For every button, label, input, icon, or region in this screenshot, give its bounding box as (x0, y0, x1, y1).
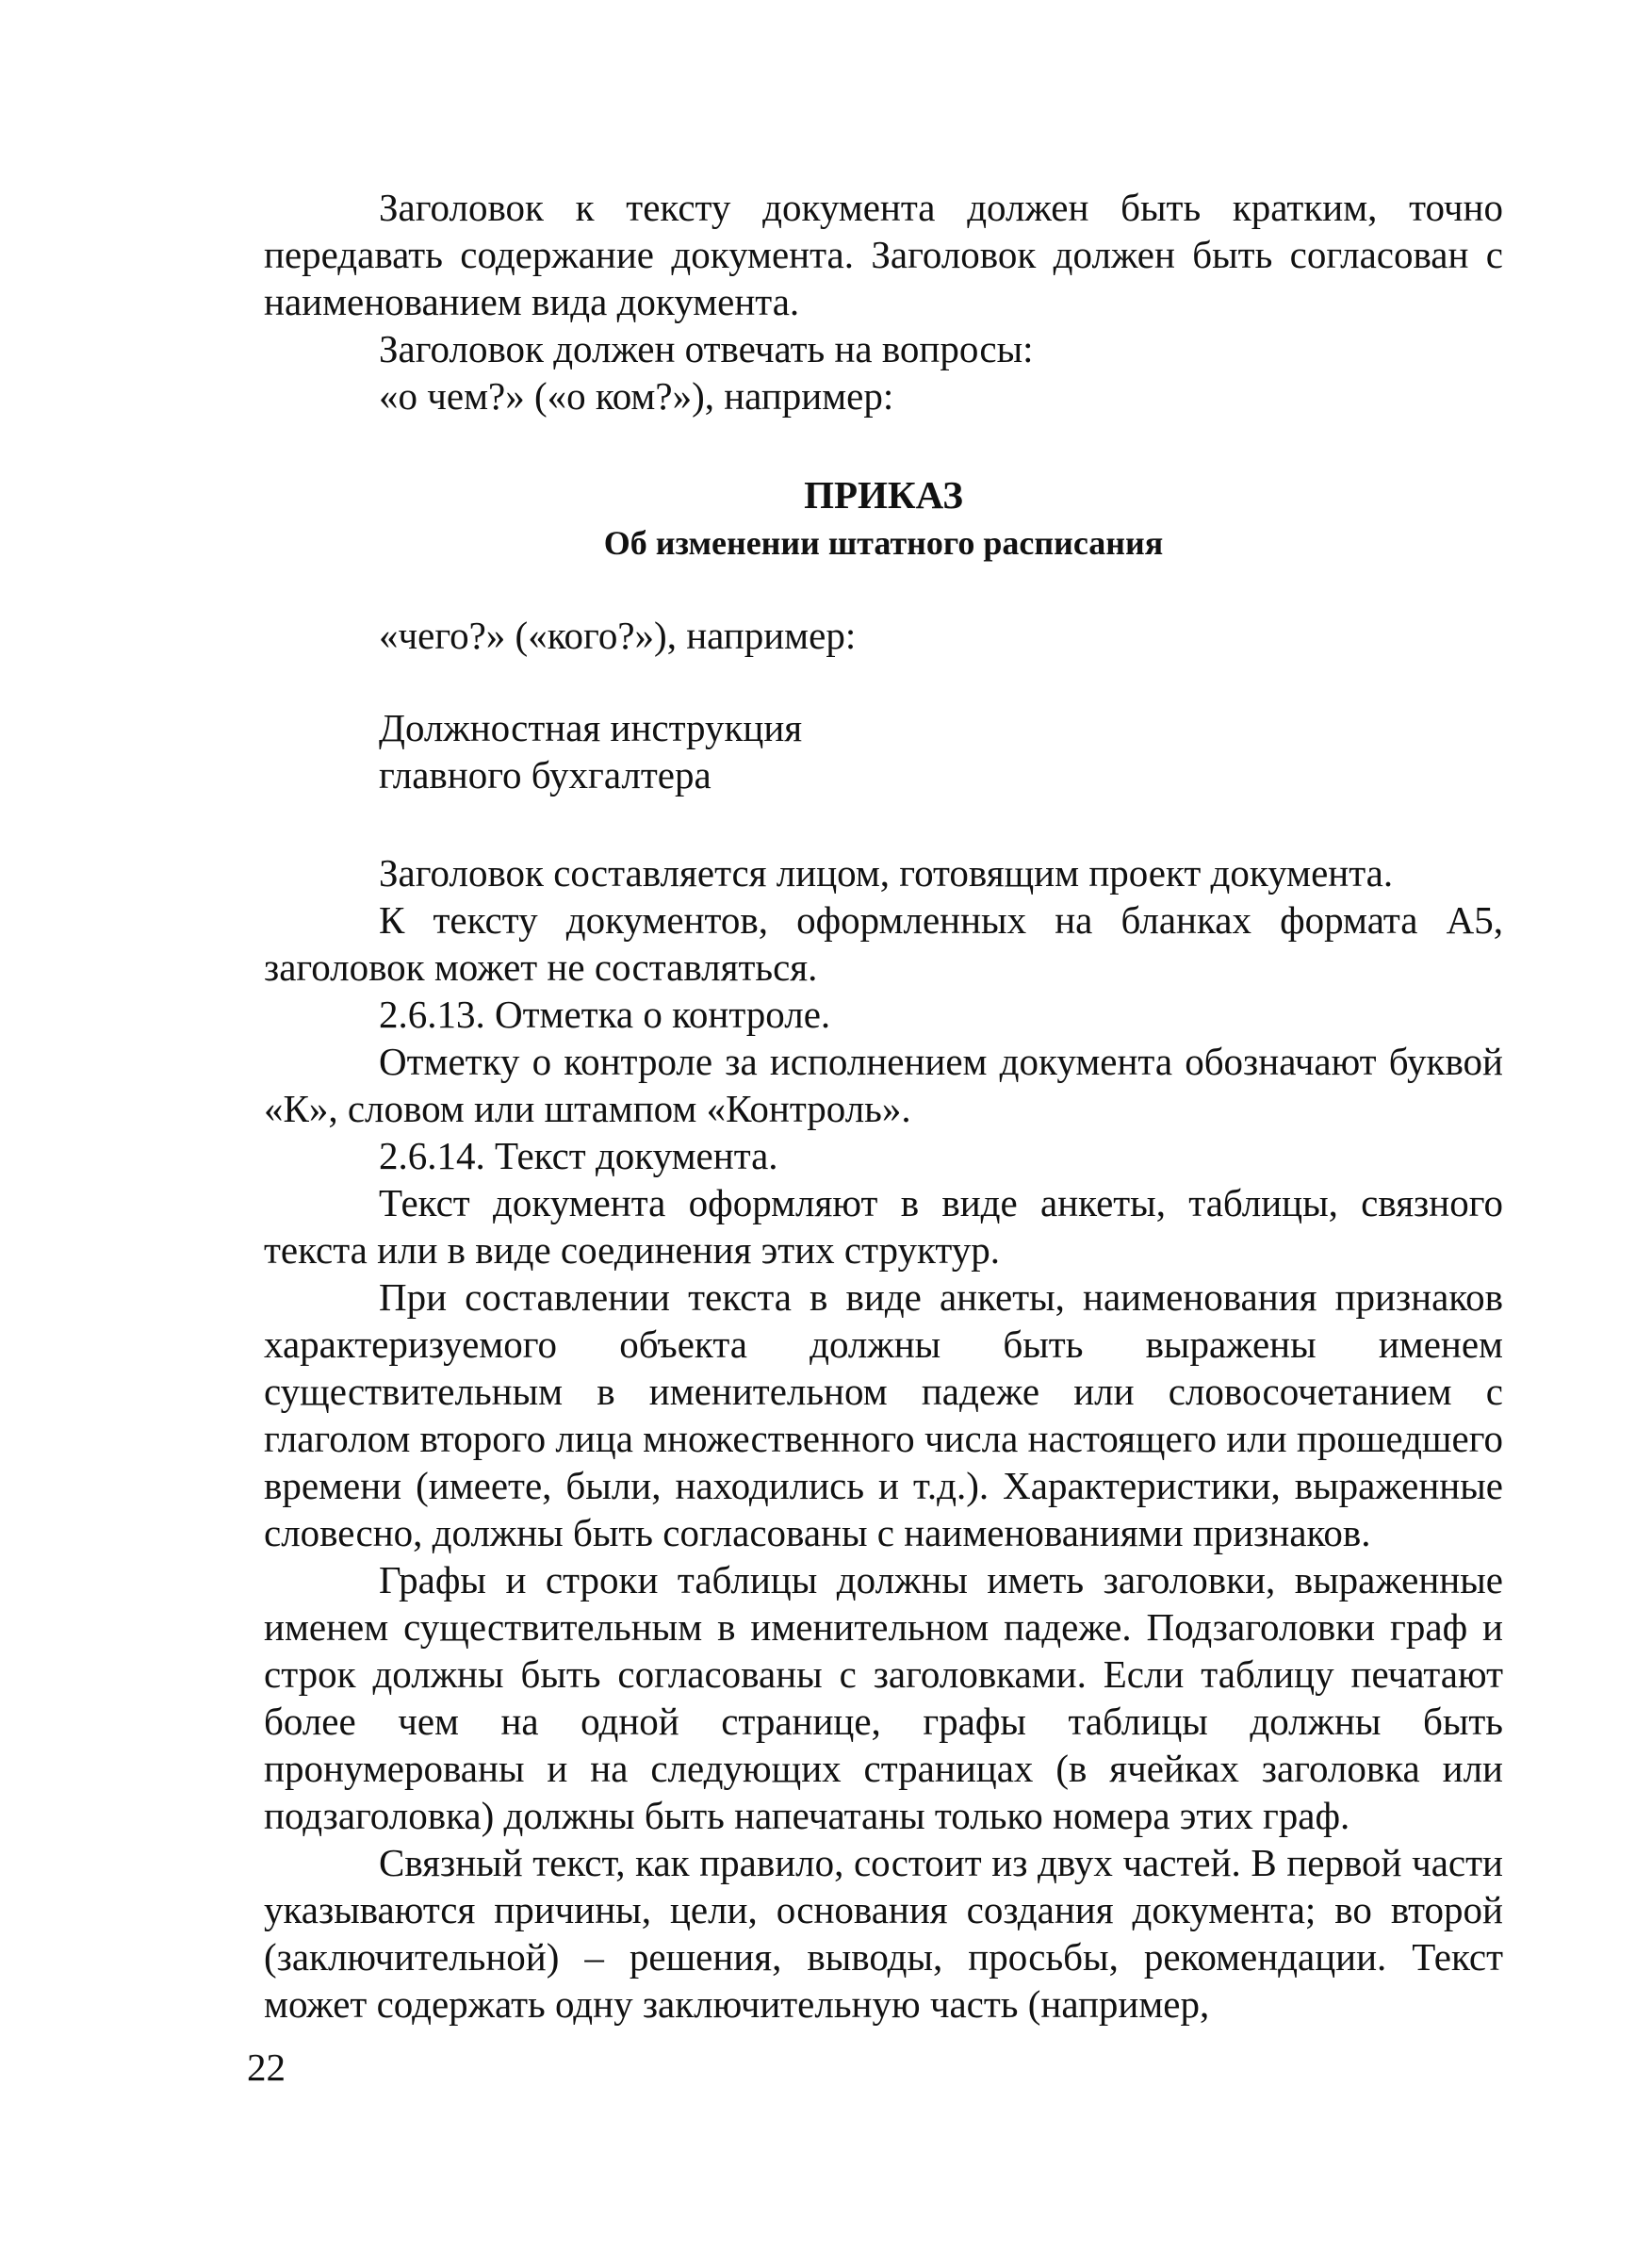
paragraph-heading-requirements: Заголовок к тексту документа должен быть кратким, точно передавать содержание документа. Заголовок должен быть согласован с наименованием вида документа. (264, 186, 1503, 323)
line-example-intro-1: «о чем?» («о ком?»), например: (379, 374, 894, 418)
line-heading-questions: Заголовок должен отвечать на вопросы: (379, 327, 1034, 370)
paragraph-a5-forms: К тексту документов, оформленных на бланках формата А5, заголовок может не составляться. (264, 898, 1503, 989)
page-body (264, 184, 1503, 2028)
example-2-line-1: Должностная инструкция (379, 706, 803, 749)
paragraph-heading-author: Заголовок составляется лицом, готовящим проект документа. (379, 851, 1394, 895)
example-subtitle: Об изменении штатного расписания (603, 524, 1164, 562)
example-2-line-2: главного бухгалтера (379, 753, 712, 797)
line-example-intro-2: «чего?» («кого?»), например: (379, 614, 857, 657)
paragraph-questionnaire: При составлении текста в виде анкеты, наименования признаков характеризуемого объекта должны быть выражены именем существительным в именительном падеже или словосочетанием с глаголом второго лица множественного числа настоящего или прошедшего времени (имеете, были, находились и т.д.). Характеристики, выраженные словесно, должны быть согласованы с наименованиями признаков. (264, 1275, 1503, 1554)
spacer (264, 659, 1503, 704)
section-heading-2-6-13: 2.6.13. Отметка о контроле. (379, 993, 831, 1036)
paragraph-table: Графы и строки таблицы должны иметь заголовки, выраженные именем существительным в именительном падеже. Подзаголовки граф и строк должны быть согласованы с заголовками. Если таблицу печатают более чем на одной странице, графы таблицы должны быть пронумерованы и на следующих страницах (в ячейках заголовка или подзаголовка) должны быть напечатаны только номера этих граф. (264, 1558, 1503, 1837)
page-number: 22 (247, 2045, 286, 2089)
paragraph-coherent-text: Связный текст, как правило, состоит из двух частей. В первой части указываются причины, цели, основания создания документа; во второй (заключительной) – решения, выводы, просьбы, рекомендации. Текст может содержать одну заключительную часть (например, (264, 1841, 1503, 2026)
paragraph-text-forms: Текст документа оформляют в виде анкеты, таблицы, связного текста или в виде соединения этих структур. (264, 1181, 1503, 1272)
paragraph-control-mark: Отметку о контроле за исполнением документа обозначают буквой «К», словом или штампом «Контроль». (264, 1040, 1503, 1130)
section-heading-2-6-14: 2.6.14. Текст документа. (379, 1134, 778, 1177)
spacer (264, 567, 1503, 612)
spacer (264, 419, 1503, 470)
example-title: ПРИКАЗ (804, 473, 963, 517)
spacer (264, 798, 1503, 849)
